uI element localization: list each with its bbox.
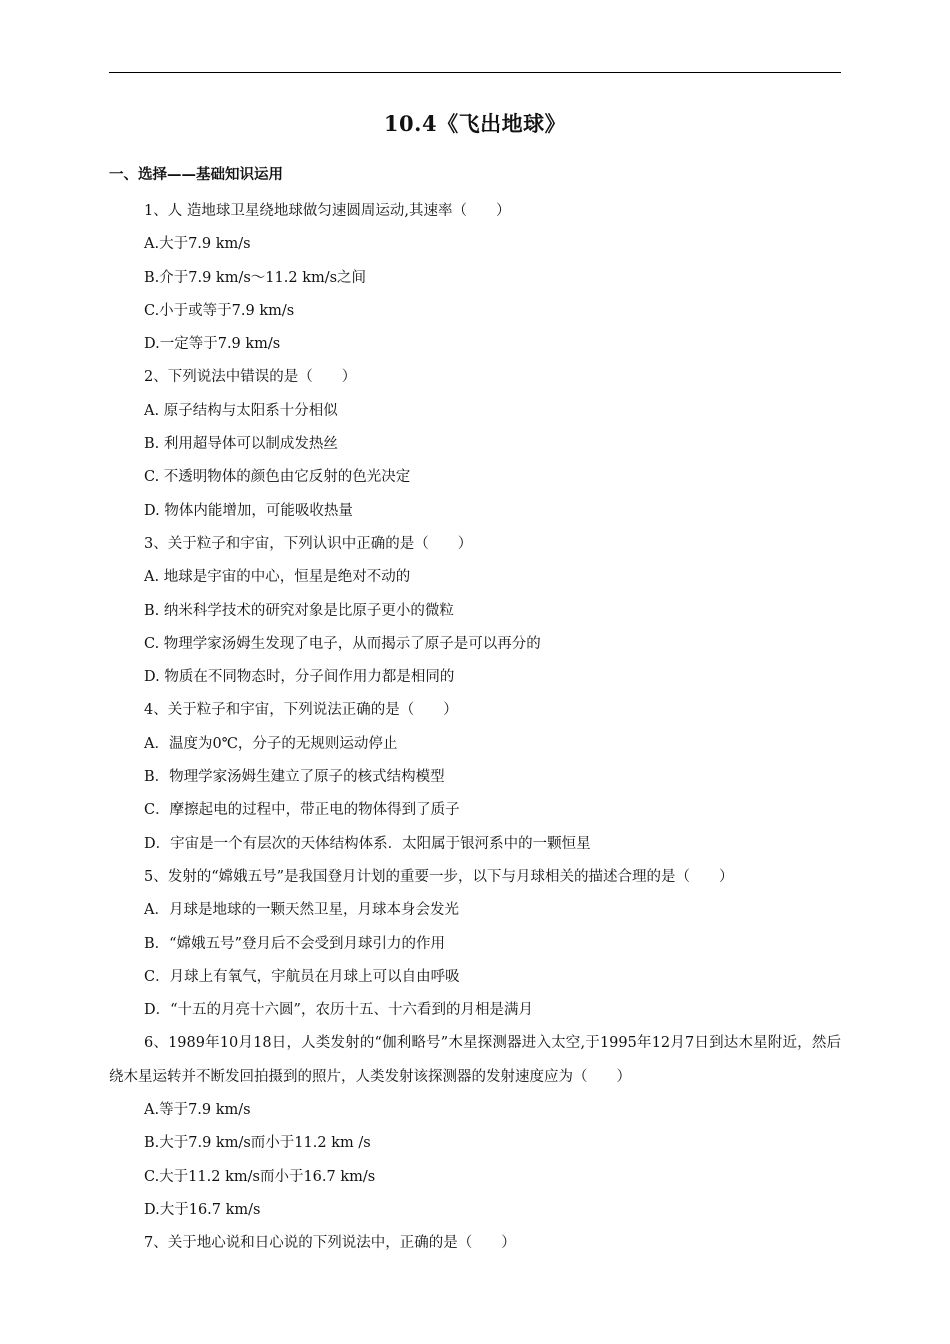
option-a: A.大于7.9 km/s	[144, 236, 251, 253]
option-b: B.介于7.9 km/s～11.2 km/s之间	[144, 269, 367, 286]
option-a: A．温度为0℃，分子的无规则运动停止	[144, 735, 398, 752]
question-stem: 1、人 造地球卫星绕地球做匀速圆周运动,其速率（ ）	[144, 203, 511, 219]
option-b: B．“嫦娥五号”登月后不会受到月球引力的作用	[144, 935, 445, 952]
option-d: D．宇宙是一个有层次的天体结构体系．太阳属于银河系中的一颗恒星	[144, 835, 591, 852]
option-c: C.小于或等于7.9 km/s	[144, 302, 295, 319]
option-c: C. 不透明物体的颜色由它反射的色光决定	[144, 469, 411, 486]
option-b: B．物理学家汤姆生建立了原子的核式结构模型	[144, 769, 445, 786]
option-a: A. 原子结构与太阳系十分相似	[144, 402, 338, 419]
option-c: C．摩擦起电的过程中，带正电的物体得到了质子	[144, 802, 460, 819]
option-a: A．月球是地球的一颗天然卫星，月球本身会发光	[144, 902, 459, 919]
section-heading: 一、选择——基础知识运用	[109, 167, 283, 183]
option-d: D.大于16.7 km/s	[144, 1201, 261, 1218]
question-list	[109, 195, 841, 1261]
option-b: B. 纳米科学技术的研究对象是比原子更小的微粒	[144, 602, 454, 619]
option-c: C. 物理学家汤姆生发现了电子，从而揭示了原子是可以再分的	[144, 635, 541, 652]
question-stem: 2、下列说法中错误的是（ ）	[144, 369, 357, 386]
option-d: D. 物体内能增加，可能吸收热量	[144, 502, 353, 519]
question-stem: 5、发射的“嫦娥五号”是我国登月计划的重要一步，以下与月球相关的描述合理的是（ ）	[144, 868, 734, 885]
question-stem: 4、关于粒子和宇宙，下列说法正确的是（ ）	[144, 702, 458, 719]
option-d: D. 物质在不同物态时，分子间作用力都是相同的	[144, 669, 455, 686]
question-stem: 6、1989年10月18日，人类发射的“伽利略号”木星探测器进入太空,于1995年12月7日到达木星附近，然后绕木星运转并不断发回拍摄到的照片，人类发射该探测器的发射速度应为（ ）	[109, 1035, 841, 1085]
option-a: A.等于7.9 km/s	[144, 1102, 251, 1119]
option-d: D.一定等于7.9 km/s	[144, 336, 281, 353]
option-c: C.大于11.2 km/s而小于16.7 km/s	[144, 1168, 376, 1185]
option-c: C．月球上有氧气，宇航员在月球上可以自由呼吸	[144, 968, 460, 985]
document-title: 10.4《飞出地球》	[383, 111, 567, 136]
question-stem: 3、关于粒子和宇宙，下列认识中正确的是（ ）	[144, 535, 473, 552]
option-a: A. 地球是宇宙的中心，恒星是绝对不动的	[144, 569, 411, 586]
option-b: B. 利用超导体可以制成发热丝	[144, 436, 338, 453]
option-d: D．“十五的月亮十六圆”，农历十五、十六看到的月相是满月	[144, 1002, 533, 1019]
header-rule	[109, 72, 841, 73]
option-b: B.大于7.9 km/s而小于11.2 km /s	[144, 1135, 371, 1152]
question-stem: 7、关于地心说和日心说的下列说法中，正确的是（ ）	[144, 1235, 516, 1252]
